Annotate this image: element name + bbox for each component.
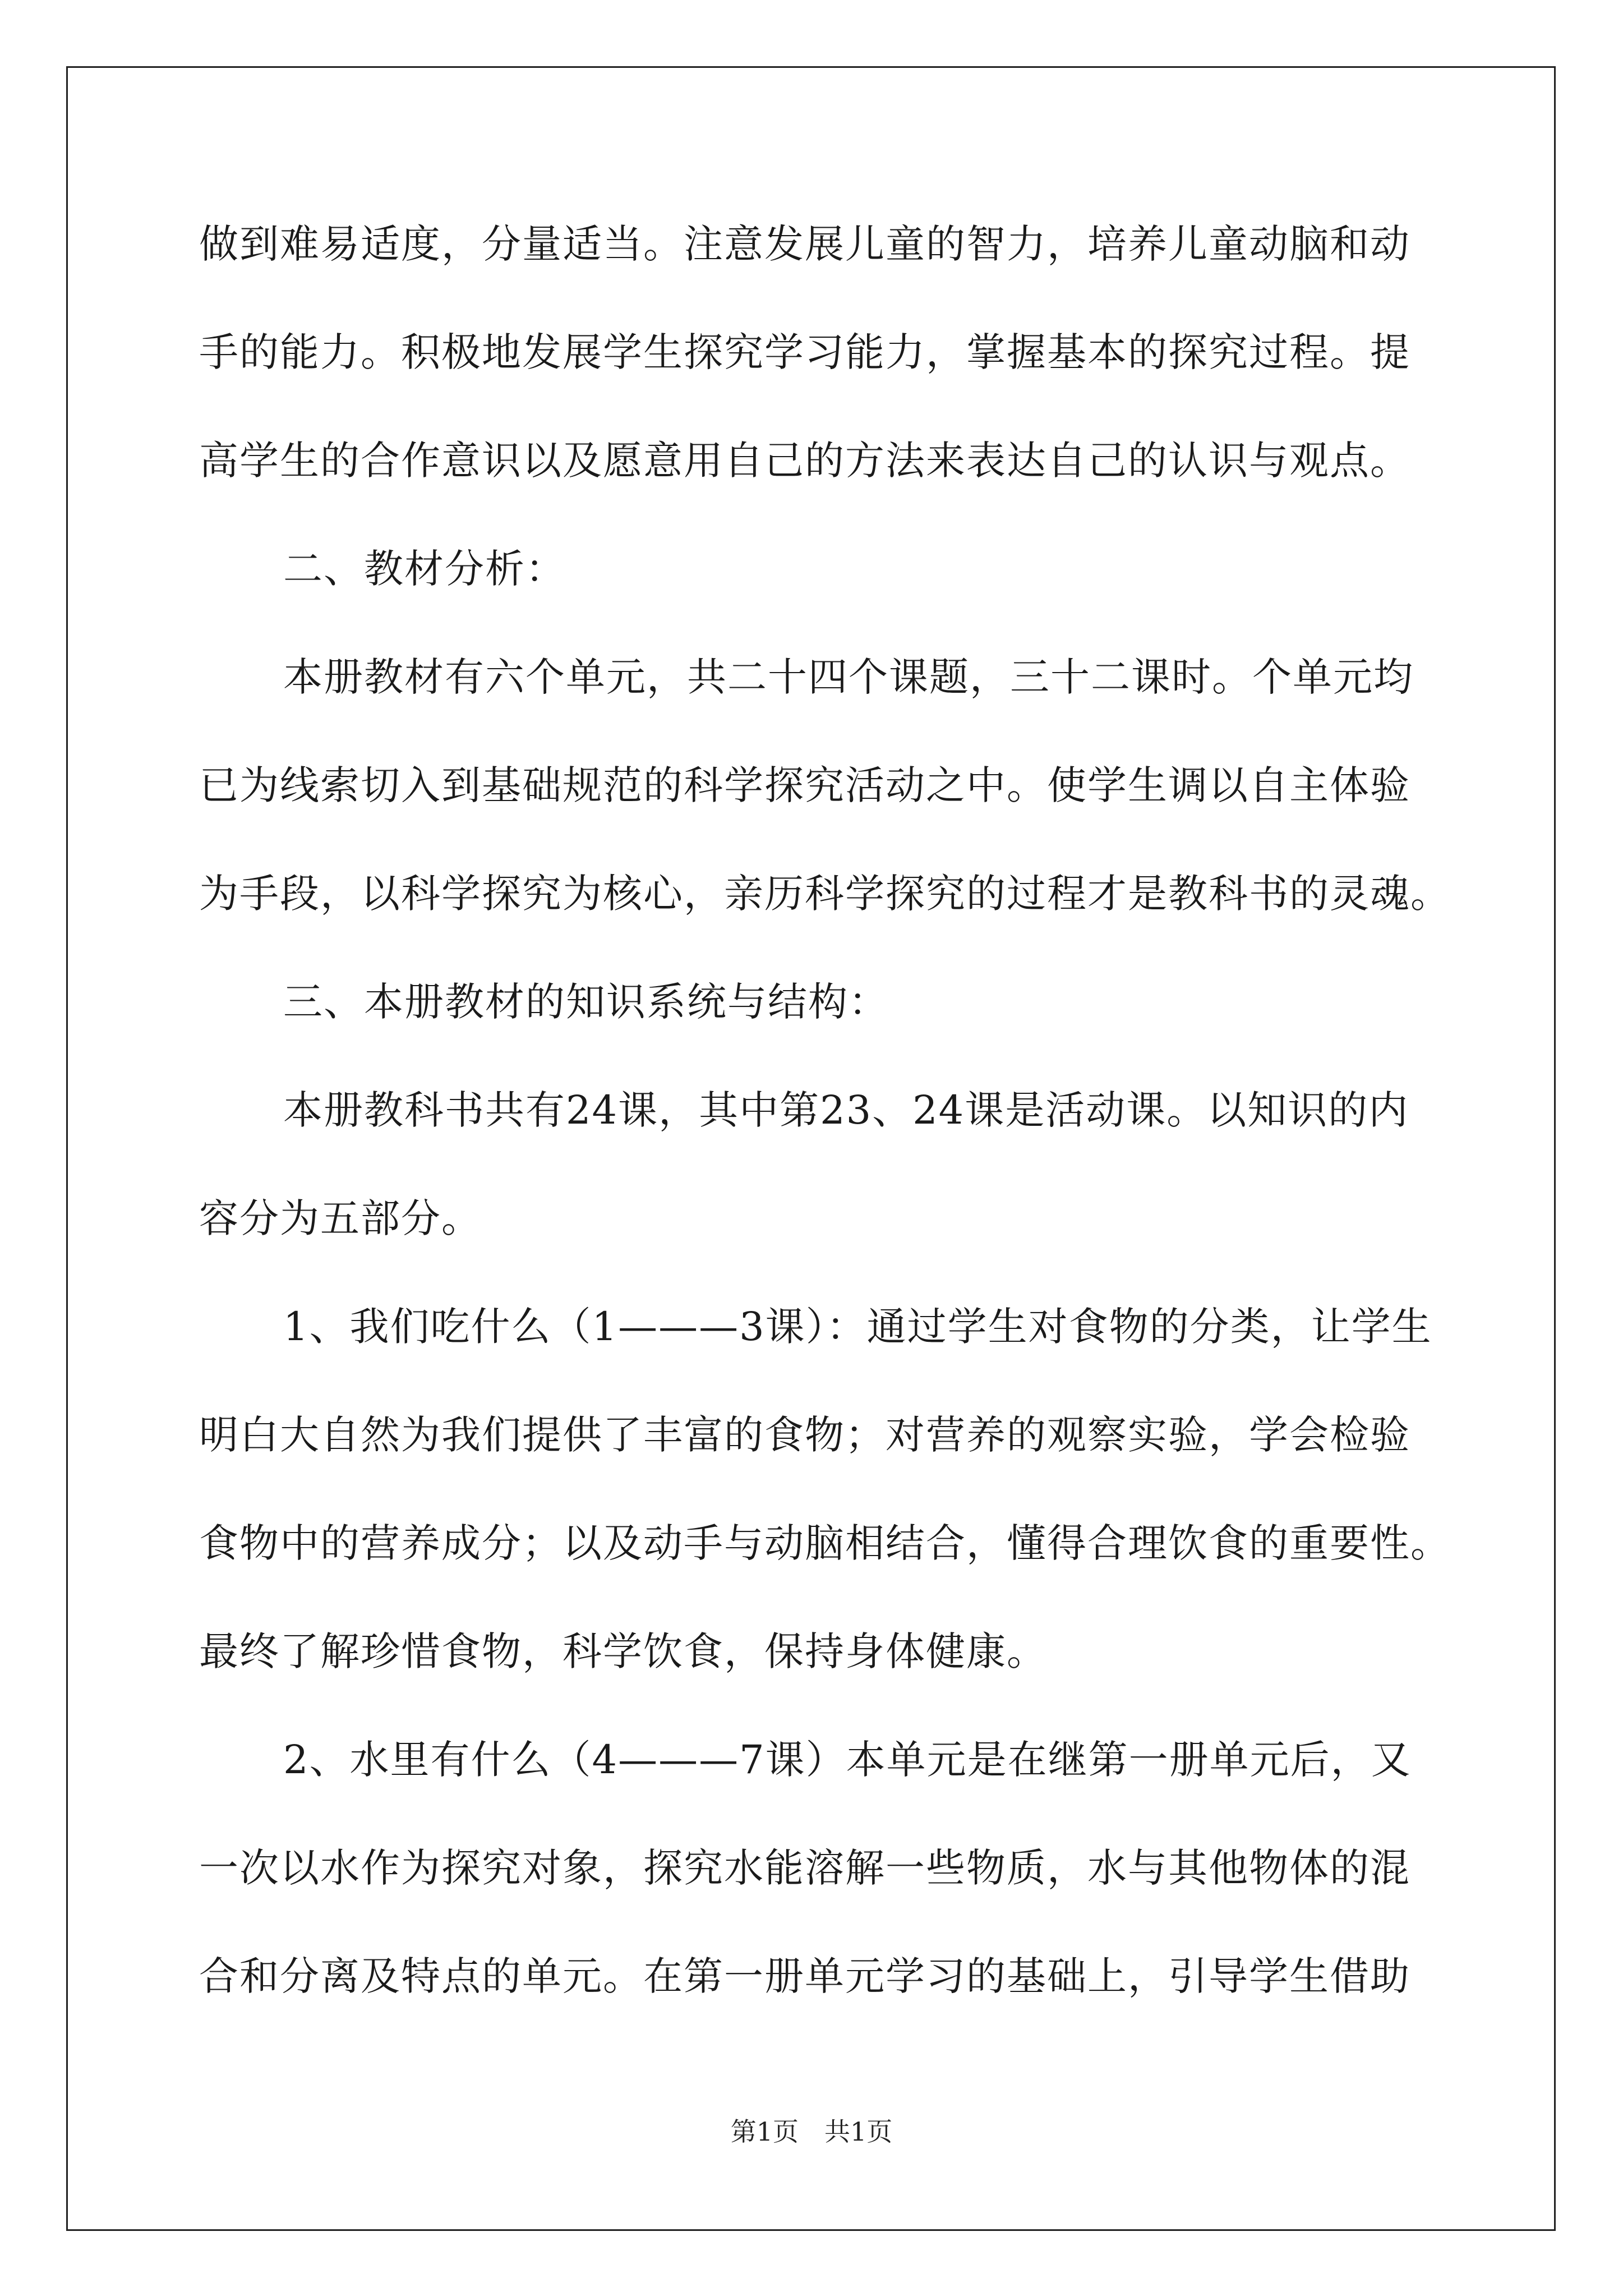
text-line: 合和分离及特点的单元。在第一册单元学习的基础上，引导学生借助	[199, 1953, 1410, 1999]
paragraph-start: 2、水里有什么（4———7课）本单元是在继第一册单元后，又	[283, 1737, 1412, 1783]
text-line: 做到难易适度，分量适当。注意发展儿童的智力，培养儿童动脑和动	[199, 221, 1410, 267]
text-line: 已为线索切入到基础规范的科学探究活动之中。使学生调以自主体验	[199, 762, 1410, 808]
paragraph-start: 本册教科书共有24课，其中第23、24课是活动课。以知识的内	[283, 1087, 1409, 1133]
text-line: 手的能力。积极地发展学生探究学习能力，掌握基本的探究过程。提	[199, 329, 1410, 375]
text-line: 容分为五部分。	[199, 1195, 482, 1241]
section-heading: 二、教材分析：	[283, 546, 566, 592]
paragraph-start: 1、我们吃什么（1———3课）：通过学生对食物的分类，让学生	[283, 1304, 1432, 1350]
page-border	[66, 66, 1556, 2231]
text-line: 高学生的合作意识以及愿意用自己的方法来表达自己的认识与观点。	[199, 438, 1410, 484]
text-line: 一次以水作为探究对象，探究水能溶解一些物质，水与其他物体的混	[199, 1845, 1410, 1891]
text-line: 最终了解珍惜食物，科学饮食，保持身体健康。	[199, 1628, 1047, 1674]
text-line: 食物中的营养成分；以及动手与动脑相结合，懂得合理饮食的重要性。	[199, 1520, 1451, 1566]
page-footer: 第1页 共1页	[730, 2116, 893, 2147]
section-heading: 三、本册教材的知识系统与结构：	[283, 979, 889, 1025]
text-line: 明白大自然为我们提供了丰富的食物；对营养的观察实验，学会检验	[199, 1412, 1410, 1458]
text-line: 为手段，以科学探究为核心，亲历科学探究的过程才是教科书的灵魂。	[199, 871, 1451, 917]
paragraph-start: 本册教材有六个单元，共二十四个课题，三十二课时。个单元均	[283, 654, 1414, 700]
